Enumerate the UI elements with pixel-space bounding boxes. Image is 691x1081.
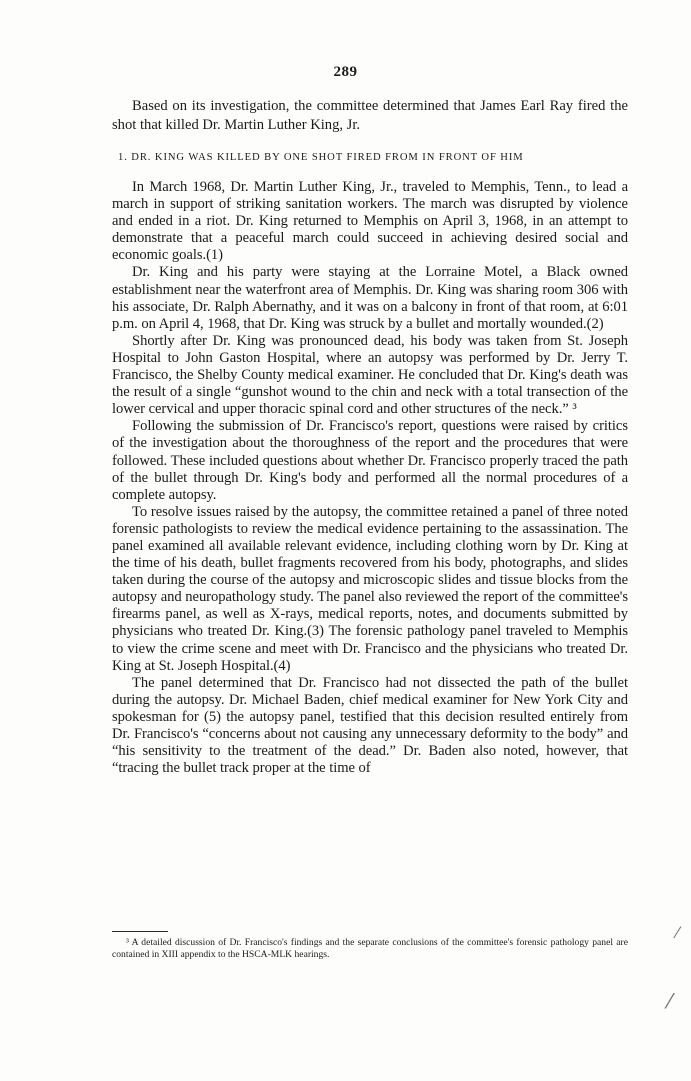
footnote-divider <box>112 931 168 932</box>
margin-pencil-mark: ⁄ <box>676 923 679 942</box>
paragraph-5: To resolve issues raised by the autopsy, the committee retained a panel of three noted forensic pathologists to review the medical evidence pertaining to the assassination. The panel examined all available relevant evidence, including clothing worn by Dr. King at the time of his death, bullet fragments recovered from his body, photographs, and slides taken during the course of the autopsy and microscopic slides and tissue blocks from the autopsy and neuropathology study. The panel also reviewed the report of the committee's firearms panel, as well as X-rays, medical reports, notes, and documents submitted by physicians who treated Dr. King.(3) The forensic pathology panel traveled to Memphis to view the crime scene and meet with Dr. Francisco and the physicians who treated Dr. King at St. Joseph Hospital.(4) <box>112 503 628 674</box>
page-number: 289 <box>333 64 358 80</box>
paragraph-6: The panel determined that Dr. Francisco had not dissected the path of the bullet during the autopsy. Dr. Michael Baden, chief medical examiner for New York City and spokesman for (5) the autopsy panel, testified that this decision resulted entirely from Dr. Francisco's “concerns about not causing any unnecessary deformity to the body” and “his sensitivity to the treatment of the dead.” Dr. Baden also noted, however, that “tracing the bullet track proper at the time of <box>112 674 628 777</box>
section-heading: 1. DR. KING WAS KILLED BY ONE SHOT FIRED FROM IN FRONT OF HIM <box>118 152 524 163</box>
paragraph-2: Dr. King and his party were staying at the Lorraine Motel, a Black owned establishment near the waterfront area of Memphis. Dr. King was sharing room 306 with his associate, Dr. Ralph Abernathy, and it was on a balcony in front of that room, at 6:01 p.m. on April 4, 1968, that Dr. King was struck by a bullet and mortally wounded.(2) <box>112 264 628 332</box>
intro-paragraph: Based on its investigation, the committee determined that James Earl Ray fired the shot that killed Dr. Martin Luther King, Jr. <box>112 98 628 134</box>
paragraph-4: Following the submission of Dr. Francisco's report, questions were raised by critics of the investigation about the thoroughness of the report and the procedures that were followed. These included questions about whether Dr. Francisco properly traced the path of the bullet through Dr. King's body and performed all the normal procedures of a complete autopsy. <box>112 418 628 503</box>
paragraph-1: In March 1968, Dr. Martin Luther King, Jr., traveled to Memphis, Tenn., to lead a march in support of striking sanitation workers. The march was disrupted by violence and ended in a riot. Dr. King returned to Memphis on April 3, 1968, in an attempt to demonstrate that a peaceful march could succeed in achieving desired social and economic goals.(1) <box>112 179 628 264</box>
margin-pencil-mark-lower: ⁄ <box>668 989 672 1013</box>
footnote: ³ A detailed discussion of Dr. Francisco's findings and the separate conclusions of the committee's forensic pathology panel are contained in XIII appendix to the HSCA-MLK hearings. <box>112 937 628 960</box>
body-text <box>112 179 628 777</box>
paragraph-3: Shortly after Dr. King was pronounced dead, his body was taken from St. Joseph Hospital to John Gaston Hospital, where an autopsy was performed by Dr. Jerry T. Francisco, the Shelby County medical examiner. He concluded that Dr. King's death was the result of a single “gunshot wound to the chin and neck with a total transection of the lower cervical and upper thoracic spinal cord and other structures of the neck.” ³ <box>112 332 628 418</box>
